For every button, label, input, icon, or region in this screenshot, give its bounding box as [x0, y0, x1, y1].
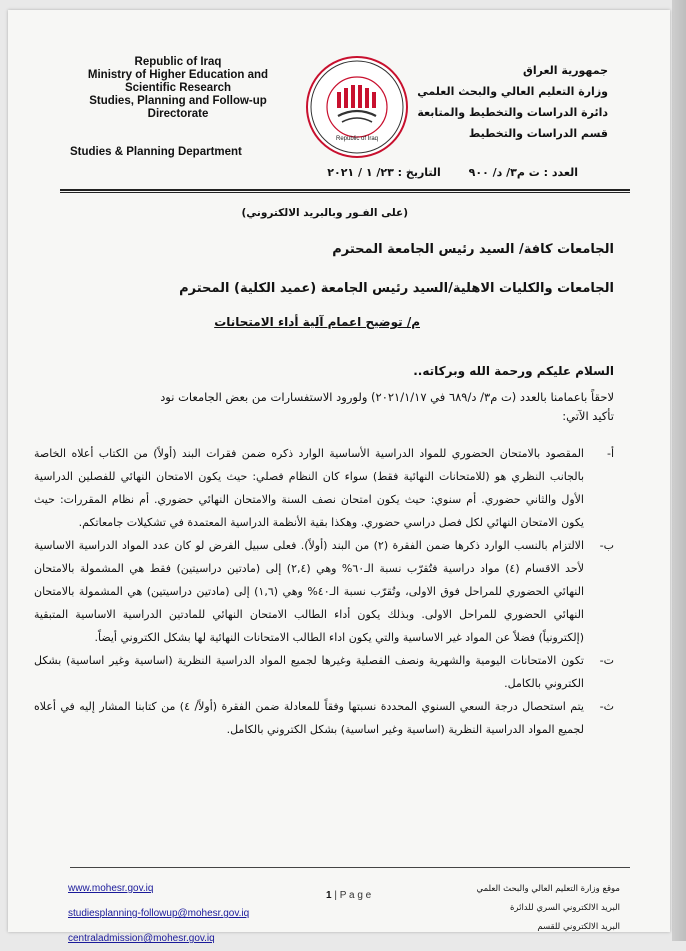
- clause-label: ب-: [599, 539, 614, 552]
- header-ar-line: وزارة التعليم العالي والبحث العلمي: [417, 85, 608, 98]
- footer-arabic-labels: [450, 880, 620, 937]
- clause-label: ث-: [599, 700, 614, 713]
- clause-text: يتم استحصال درجة السعي السنوي المحددة نسبتها وفقاً للمعادلة ضمن الفقرة (أولاً/ ٤) من كتابنا المشار إليه في أعلاه لجميع المواد الدراسية النظرية (اساسية وغير اساسية) بشكل الكتروني بالكامل.: [34, 700, 584, 736]
- clause-text: تكون الامتحانات اليومية والشهرية ونصف الفصلية وغيرها لجميع المواد الدراسية النظرية (اساسية وغير اساسية) بشكل الكتروني بالكامل.: [34, 654, 584, 690]
- greeting: السلام عليكم ورحمة الله وبركاته..: [413, 364, 614, 378]
- urgency-note: (على الفـور وبالبريد الالكتروني): [241, 207, 408, 219]
- header-en-department: Studies & Planning Department: [70, 146, 242, 158]
- header-en-line: Ministry of Higher Education and: [87, 69, 269, 81]
- reference-number: العدد : ت م٣/ د/ ٩٠٠: [468, 166, 578, 179]
- footer-ar-line: البريد الالكتروني للقسم: [537, 922, 620, 932]
- clause-label: ت-: [599, 654, 614, 667]
- header-arabic: [408, 60, 608, 144]
- ministry-seal-logo: [304, 54, 410, 160]
- directorate-email-link[interactable]: studiesplanning-followup@mohesr.gov.iq: [68, 908, 250, 919]
- header-english: [58, 56, 298, 121]
- footer-links: [68, 876, 249, 951]
- header-divider-thin: [60, 192, 630, 193]
- reference-line: [68, 166, 578, 179]
- clause-text: المقصود بالامتحان الحضوري للمواد الدراسية الأساسية الوارد ذكره ضمن فقرات البند (أولاً) من الكتاب أعلاه الخاصة بالجانب النظري هو (للامتحانات النهائية فقط) سواء كان النظام فصلي: حيث يكون الامتحان النهائي للفصلين الدراسية الأول والثاني حضوري. أم سنوي: حيث يكون امتحان نصف السنة والامتحان النهائي حضوري. أم نظام المقررات: حيث يكون الامتحان النهائي لكل فصل دراسي حضوري. وهكذا بقية الأنظمة الدراسية المعتمدة في تشكيلات جامعاتكم.: [34, 447, 584, 529]
- reference-date: التاريخ : ٢٣/ ١ / ٢٠٢١: [327, 166, 441, 179]
- header-en-line: Republic of Iraq: [134, 56, 222, 68]
- clause-item: [34, 695, 614, 741]
- addressee-private-colleges: الجامعات والكليات الاهلية/السيد رئيس الجامعة (عميد الكلية) المحترم: [179, 281, 614, 296]
- footer-divider: [70, 867, 630, 868]
- header-divider: [60, 189, 630, 191]
- letter-subject: م/ توضيح اعمام آلية أداء الامتحانات: [214, 315, 420, 329]
- header-en-line: Studies, Planning and Follow-up: [89, 95, 267, 107]
- intro-line: تأكيد الآتي:: [562, 409, 614, 423]
- clause-label: أ-: [606, 447, 614, 460]
- page-number: [326, 890, 371, 901]
- footer-ar-line: البريد الالكتروني السري للدائرة: [509, 903, 620, 913]
- website-link[interactable]: www.mohesr.gov.iq: [68, 883, 154, 894]
- header-ar-line: دائرة الدراسات والتخطيط والمتابعة: [417, 106, 608, 119]
- footer-ar-line: موقع وزارة التعليم العالي والبحث العلمي: [476, 884, 620, 894]
- intro-paragraph: [44, 388, 614, 426]
- department-email-link[interactable]: centraladmission@mohesr.gov.iq: [68, 933, 215, 944]
- page-number-label: | P a g e: [334, 890, 372, 901]
- page-number-value: 1: [326, 890, 332, 901]
- clause-item: [34, 649, 614, 695]
- header-ar-line: جمهورية العراق: [523, 64, 608, 77]
- addressee-universities: الجامعات كافة/ السيد رئيس الجامعة المحترم: [332, 242, 614, 257]
- clause-item: [34, 442, 614, 534]
- clause-text: الالتزام بالنسب الوارد ذكرها ضمن الفقرة (٢) من البند (أولاً). فعلى سبيل الفرض لو كان عدد المواد الدراسية الاساسية لأحد الاقسام (٤) مواد دراسية فتُقرّب نسبة الـ٦٠% وهي (٢,٤) إلى (مادتين دراسيتين) فقط هي المشمولة بالامتحان النهائي الحضوري للمراحل فوق الاولى، وتُقرّب نسبة الـ٤٠% وهي (١,٦) إلى (مادتين دراسيتين) هي المشمولة بالامتحان النهائي الحضوري للمراحل الاولى. وبذلك يكون أداء الطالب الامتحان النهائي للمادتين الدراسية الاساسية المتبقية (إلكترونياً) فضلاً عن المواد غير الاساسية والتي يكون اداء الطالب الامتحانات النهائية لها بشكل الكتروني أيضاً.: [34, 539, 585, 644]
- header-en-line: Directorate: [147, 108, 209, 120]
- document-page: [8, 10, 670, 944]
- intro-line: لاحقاً باعمامنا بالعدد (ت م٣/ د/٦٨٩ في ٢٠٢١/١/١٧) ولورود الاستفسارات من بعض الجامعات نود: [160, 390, 614, 404]
- header-ar-line: قسم الدراسات والتخطيط: [468, 127, 608, 140]
- page-edge-shadow: [672, 0, 686, 941]
- logo-text: Republic of Iraq: [335, 136, 379, 142]
- clauses-list: [34, 442, 614, 741]
- header-en-line: Scientific Research: [124, 82, 232, 94]
- clause-item: [34, 534, 614, 649]
